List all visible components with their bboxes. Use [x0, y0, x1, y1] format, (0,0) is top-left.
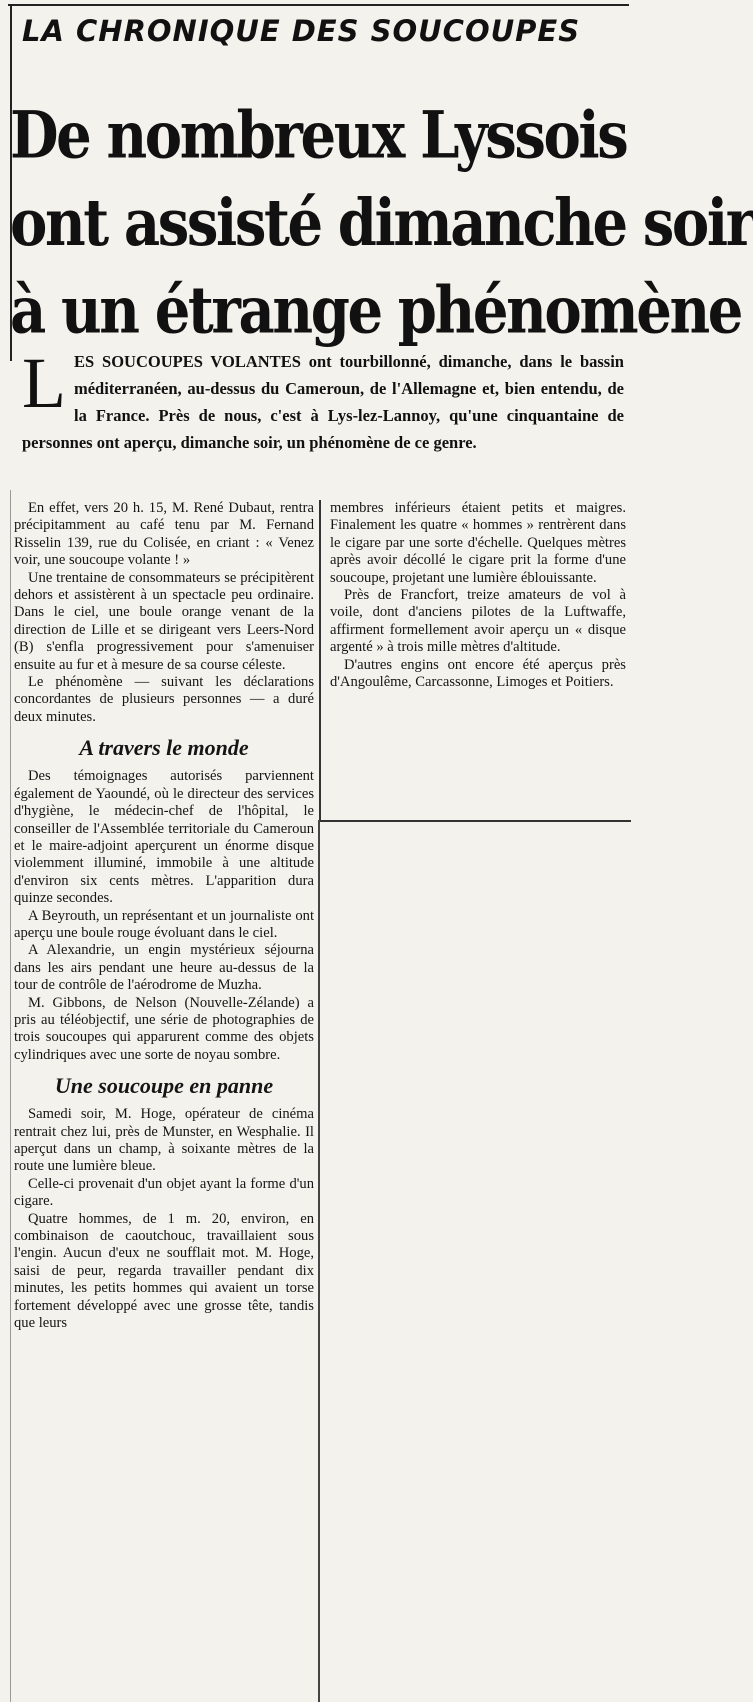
article-column-2: [330, 500, 626, 691]
paragraph: Le phénomène — suivant les déclarations concordantes de plusieurs personnes — a duré deux minutes.: [14, 674, 314, 725]
left-margin-rule: [10, 490, 11, 1702]
section-kicker: LA CHRONIQUE DES SOUCOUPES: [22, 14, 581, 48]
headline-line-2: ont assisté dimanche soir: [10, 185, 753, 262]
paragraph: M. Gibbons, de Nelson (Nouvelle-Zélande) a pris au téléobjectif, une série de photographies de trois soucoupes qui apparurent comme des objets cylindriques avec une sorte de noyau sombre.: [14, 994, 314, 1063]
paragraph: A Beyrouth, un représentant et un journaliste ont aperçu une boule rouge évoluant dans le ciel.: [14, 907, 314, 941]
paragraph: Celle-ci provenait d'un objet ayant la forme d'un cigare.: [14, 1175, 314, 1210]
article-column-1: [14, 500, 314, 1332]
headline-line-1: De nombreux Lyssois: [10, 97, 627, 174]
column-divider-lower: [318, 820, 320, 1702]
column-divider-upper: [319, 500, 321, 820]
headline: [10, 92, 753, 354]
subheading-breakdown: Une soucoupe en panne: [54, 1073, 274, 1099]
paragraph: Près de Francfort, treize amateurs de vol à voile, dont d'anciens pilotes de la Luftwaffe, affirment formellement avoir aperçu un « disque argenté » à trois mille mètres d'altitude.: [330, 587, 626, 656]
column-end-rule: [318, 820, 631, 822]
subheading-world: A travers le monde: [79, 735, 249, 761]
paragraph: A Alexandrie, un engin mystérieux séjourna dans les airs pendant une heure au-dessus de la tour de contrôle de l'aérodrome de Muzha.: [14, 942, 314, 994]
drop-cap: L: [22, 343, 66, 423]
headline-line-3: à un étrange phénomène: [10, 272, 741, 349]
paragraph: Quatre hommes, de 1 m. 20, environ, en combinaison de caoutchouc, travaillaient sous l'engin. Aucun d'eux ne soufflait mot. M. Hoge, saisi de peur, regarda travailler pendant dix minutes, les petits hommes qui avaient un torse fortement développé avec une grosse tête, tandis que leurs: [14, 1210, 314, 1332]
paragraph: Une trentaine de consommateurs se précipitèrent dehors et assistèrent à un spectacle peu ordinaire. Dans le ciel, une boule orange venant de la direction de Lille et se dirigeant vers Leers-Nord (B) s'enfla progressivement pour s'amenuiser ensuite au fur et à mesure de sa course céleste.: [14, 569, 314, 673]
paragraph: D'autres engins ont encore été aperçus près d'Angoulême, Carcassonne, Limoges et Poitiers.: [330, 656, 626, 691]
top-rule: [8, 4, 629, 6]
paragraph: En effet, vers 20 h. 15, M. René Dubaut, rentra précipitamment au café tenu par M. Fernand Risselin 139, rue du Colisée, en criant : « Venez voir, une soucoupe volante ! »: [14, 500, 314, 569]
lead-paragraph: [22, 343, 624, 456]
lead-text: ont tourbillonné, dimanche, dans le bassin méditerranéen, au-dessus du Cameroun, de l'Allemagne et, bien entendu, de la France. Près de nous, c'est à Lys-lez-Lannoy, qu'une cinquantaine de personnes ont aperçu, dimanche soir, un phénomène de ce genre.: [22, 352, 624, 452]
paragraph: Samedi soir, M. Hoge, opérateur de cinéma rentrait chez lui, près de Munster, en Wesphalie. Il aperçut dans un champ, à soixante mètres de la route une lumière bleue.: [14, 1106, 314, 1175]
paragraph: Des témoignages autorisés parviennent également de Yaoundé, où le directeur des services d'hygiène, le médecin-chef de l'hôpital, le conseiller de l'Assemblée territoriale du Cameroun et le maire-adjoint aperçurent un énorme disque violemment illuminé, immobile à une altitude d'environ six cents mètres. L'apparition dura quinze secondes.: [14, 768, 314, 907]
lead-caps: ES SOUCOUPES VOLANTES: [73, 352, 301, 371]
paragraph: membres inférieurs étaient petits et maigres. Finalement les quatre « hommes » rentrèrent dans le cigare par une sorte d'échelle. Quelques mètres après avoir décollé le cigare prit la forme d'une soucoupe, projetant une lumière éblouissante.: [330, 500, 626, 586]
